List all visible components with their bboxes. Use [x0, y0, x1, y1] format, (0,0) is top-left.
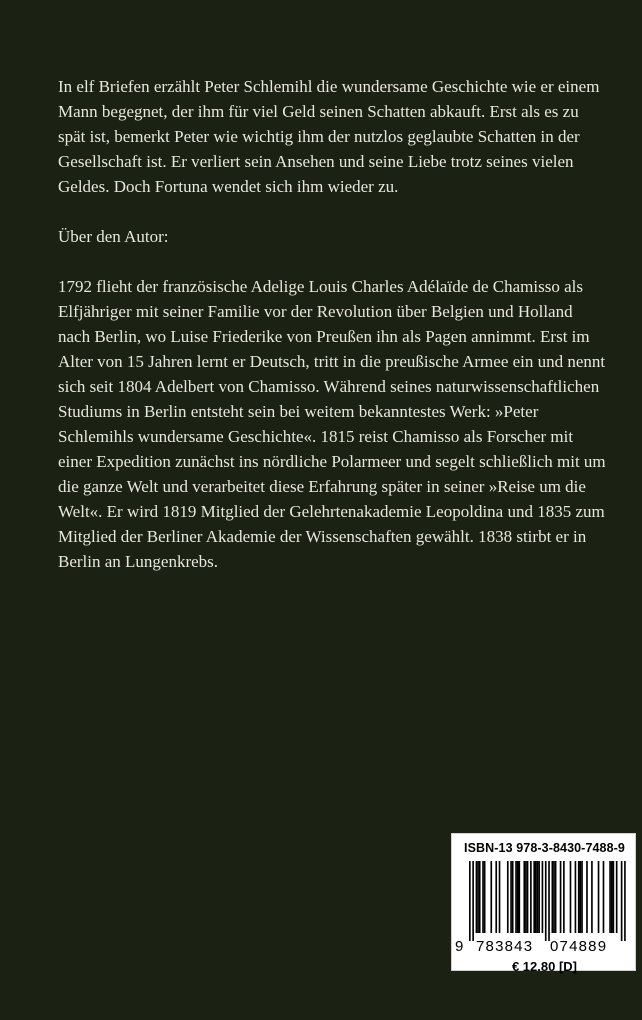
barcode-guard-bar: [624, 861, 626, 941]
barcode-bar: [484, 861, 486, 933]
about-author-heading: Über den Autor:: [58, 227, 169, 246]
back-cover-text: [58, 74, 606, 599]
barcode-bar: [609, 861, 611, 933]
isbn-label: ISBN-13 978-3-8430-7488-9: [464, 841, 625, 855]
barcode-bar: [611, 861, 613, 933]
barcode-bar: [476, 861, 478, 933]
barcode-bar: [515, 861, 517, 933]
barcode-bar: [525, 861, 527, 933]
barcode-bar: [575, 861, 577, 933]
barcode-bar: [482, 861, 484, 933]
barcode-digits-right: 074889: [550, 938, 608, 955]
barcode-bar: [578, 861, 580, 933]
barcode-digits-left: 783843: [476, 938, 534, 955]
barcode-guard-bar: [621, 861, 623, 941]
price-label: € 12.80 [D]: [511, 959, 578, 974]
barcode-bar: [490, 861, 492, 933]
barcode-bar: [570, 861, 572, 933]
barcode-bar: [535, 861, 537, 933]
author-biography-paragraph: 1792 flieht der französische Adelige Louis Charles Adélaïde de Chamisso als Elfjähriger mit seiner Familie vor der Revolution über Belgien und Holland nach Berlin, wo Luise Friederike von Preußen ihn als Pagen annimmt. Erst im Alter von 15 Jahren lernt er Deutsch, tritt in die preußische Armee ein und nennt sich seit 1804 Adelbert von Chamisso. Während seines naturwissenschaftlichen Studiums in Berlin entsteht sein bei weitem bekanntestes Werk: »Peter Schlemihls wundersame Geschichte«. 1815 reist Chamisso als Forscher mit einer Expedition zunächst ins nördliche Polarmeer und segelt schließlich mit um die ganze Welt und verarbeitet diese Erfahrung später in seiner »Reise um die Welt«. Er wird 1819 Mitglied der Gelehrtenakademie Leopoldina und 1835 zum Mitglied der Berliner Akademie der Wissenschaften gewählt. 1838 stirbt er in Berlin an Lungenkrebs.: [58, 277, 606, 571]
barcode-bar: [477, 861, 479, 933]
barcode-bar: [603, 861, 605, 933]
barcode-guard-bar: [472, 861, 474, 941]
barcode-digit-first: 9: [455, 938, 465, 955]
barcode-bar: [591, 861, 593, 933]
barcode-bar: [479, 861, 481, 933]
barcode-guard-bar: [545, 861, 547, 941]
barcode-guard-bar: [548, 861, 550, 941]
barcode-guard-bar: [469, 861, 471, 941]
barcode-bar: [512, 861, 514, 933]
barcode-bar: [552, 861, 554, 933]
barcode-bar: [527, 861, 529, 933]
barcode-bar: [510, 861, 512, 933]
barcode-bar: [560, 861, 562, 933]
barcode-bar: [553, 861, 555, 933]
isbn-barcode-box: [451, 833, 636, 974]
barcode-bar: [613, 861, 615, 933]
barcode-bar: [533, 861, 535, 933]
barcode-bar: [586, 861, 588, 933]
barcode-bar: [555, 861, 557, 933]
barcode-bar: [542, 861, 544, 933]
barcode-bar: [563, 861, 565, 933]
barcode-bar: [616, 861, 618, 933]
barcode-bar: [581, 861, 583, 933]
barcode-bar: [523, 861, 525, 933]
synopsis-paragraph: In elf Briefen erzählt Peter Schlemihl die wundersame Geschichte wie er einem Mann begegnet, der ihm für viel Geld seinen Schatten abkauft. Erst als es zu spät ist, bemerkt Peter wie wichtig ihm der nutzlos geglaubte Schatten in der Gesellschaft ist. Er verliert sein Ansehen und seine Liebe trotz seines vielen Geldes. Doch Fortuna wendet sich ihm wieder zu.: [58, 77, 600, 196]
barcode-bar: [580, 861, 582, 933]
barcode-bar: [530, 861, 532, 933]
barcode-bar: [538, 861, 540, 933]
barcode-bar: [499, 861, 501, 933]
barcode-bar: [537, 861, 539, 933]
barcode-bar: [517, 861, 519, 933]
barcode-bar: [495, 861, 497, 933]
barcode-bar: [598, 861, 600, 933]
barcode-bar: [507, 861, 509, 933]
barcode-bar: [519, 861, 521, 933]
barcode-bars: [460, 861, 629, 941]
